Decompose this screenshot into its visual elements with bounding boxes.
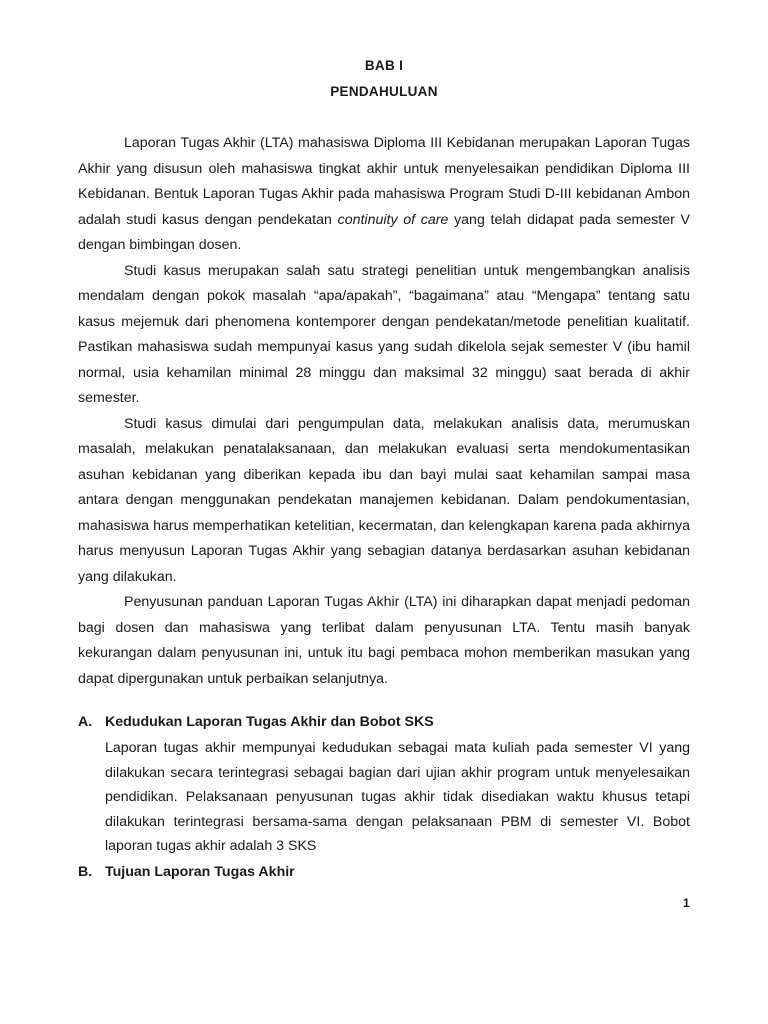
paragraph-4: Penyusunan panduan Laporan Tugas Akhir (LTA) ini diharapkan dapat menjadi pedoman bagi dosen dan mahasiswa yang terlibat dalam penyusunan LTA. Tentu masih banyak kekurangan dalam penyusunan ini, untuk itu bagi pembaca mohon memberikan masukan yang dapat dipergunakan untuk perbaikan selanjutnya. (78, 594, 690, 687)
introduction-text (78, 131, 690, 692)
chapter-title: PENDAHULUAN (330, 84, 438, 99)
paragraph-1-text-start: Laporan Tugas Akhir (LTA) mahasiswa Diploma III Kebidanan merupakan Laporan Tugas Akhir yang disusun oleh mahasiswa tingkat akhir untuk menyelesaikan pendidikan Diploma III Kebidanan. Bentuk Laporan Tugas Akhir pada mahasiswa Program Studi D-III kebidanan Ambon adalah studi kasus dengan pendekatan (78, 135, 690, 228)
paragraph-1-italic-term: continuity of care (337, 211, 449, 228)
chapter-label: BAB I (364, 58, 404, 73)
paragraph-3: Studi kasus dimulai dari pengumpulan data, melakukan analisis data, merumuskan masalah, melakukan penatalaksanaan, dan melakukan evaluasi serta mendokumentasikan asuhan kebidanan yang diberikan kepada ibu dan bayi mulai saat kehamilan sampai masa antara dengan menggunakan pendekatan manajemen kebidanan. Dalam pendokumentasian, mahasiswa harus memperhatikan ketelitian, kecermatan, dan kelengkapan karena pada akhirnya harus menyusun Laporan Tugas Akhir yang sebagian datanya berdasarkan asuhan kebidanan yang dilakukan. (78, 415, 690, 585)
paragraph-1 (78, 131, 690, 259)
paragraph-2: Studi kasus merupakan salah satu strategi penelitian untuk mengembangkan analisis mendalam dengan pokok masalah “apa/apakah”, “bagaimana” atau “Mengapa” tentang satu kasus mejemuk dari phenomena kontemporer dengan pendekatan/metode penelitian kualitatif. Pastikan mahasiswa sudah mempunyai kasus yang sudah dikelola sejak semester V (ibu hamil normal, usia kehamilan minimal 28 minggu dan maksimal 32 minggu) saat berada di akhir semester. (78, 262, 690, 406)
section-a-letter: A. (78, 714, 93, 730)
section-a-title: Kedudukan Laporan Tugas Akhir dan Bobot SKS (105, 714, 434, 730)
section-a-heading (78, 712, 434, 732)
section-a-body: Laporan tugas akhir mempunyai kedudukan sebagai mata kuliah pada semester VI yang dilakukan secara terintegrasi sebagai bagian dari ujian akhir program untuk menyelesaikan pendidikan. Pelaksanaan penyusunan tugas akhir tidak disediakan waktu khusus tetapi dilakukan terintegrasi bersama-sama dengan pelaksanaan PBM di semester VI. Bobot laporan tugas akhir adalah 3 SKS (105, 740, 690, 854)
paragraph-1-text-end: yang telah didapat pada semester V dengan bimbingan dosen. (78, 211, 690, 253)
section-b-title: Tujuan Laporan Tugas Akhir (105, 864, 295, 880)
section-b-heading (78, 862, 295, 882)
page-number: 1 (683, 896, 690, 910)
section-b-letter: B. (78, 864, 93, 880)
